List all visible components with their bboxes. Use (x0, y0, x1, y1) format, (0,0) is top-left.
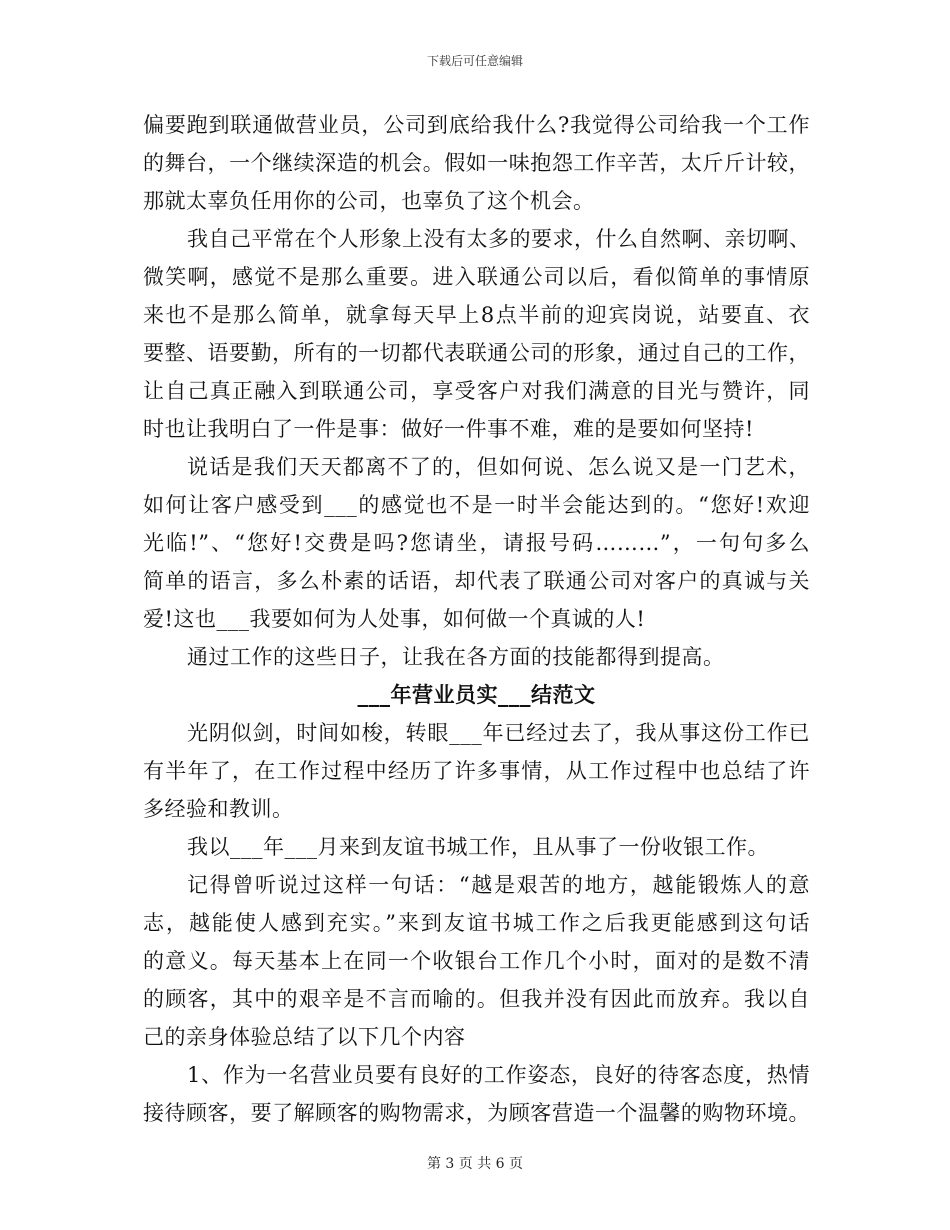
text-line: 光临!”、“您好!交费是吗?您请坐，请报号码………”，一句句多么 (143, 531, 810, 555)
text-line: 简单的语言，多么朴素的话语，却代表了联通公司对客户的真诚与关 (143, 569, 810, 593)
text-line: 我以___年___月来到友谊书城工作，且从事了一份收银工作。 (187, 835, 769, 859)
text-line: 1、作为一名营业员要有良好的工作姿态，良好的待客态度，热情 (187, 1063, 810, 1087)
text-line: 那就太辜负任用你的公司，也辜负了这个机会。 (143, 189, 595, 213)
text-line: 己的亲身体验总结了以下几个内容 (143, 1025, 466, 1049)
page-header: 下载后可任意编辑 (426, 54, 523, 68)
document-body (143, 106, 810, 1132)
text-line: 微笑啊，感觉不是那么重要。进入联通公司以后，看似简单的事情原 (143, 265, 810, 289)
text-line: 来也不是那么简单，就拿每天早上8点半前的迎宾岗说，站要直、衣 (143, 303, 810, 327)
text-line: 志，越能使人感到充实。”来到友谊书城工作之后我更能感到这句话 (143, 911, 810, 935)
text-line: 的舞台，一个继续深造的机会。假如一味抱怨工作辛苦，太斤斤计较， (143, 151, 810, 175)
text-line: 偏要跑到联通做营业员，公司到底给我什么?我觉得公司给我一个工作 (143, 113, 810, 137)
text-line: 的意义。每天基本上在同一个收银台工作几个小时，面对的是数不清 (143, 949, 810, 973)
text-line: 的顾客，其中的艰辛是不言而喻的。但我并没有因此而放弃。我以自 (143, 987, 810, 1011)
text-line: 如何让客户感受到___的感觉也不是一时半会能达到的。“您好!欢迎 (143, 493, 810, 517)
text-line: 爱!这也___我要如何为人处事，如何做一个真诚的人! (143, 607, 646, 631)
text-line: 让自己真正融入到联通公司，享受客户对我们满意的目光与赞许，同 (143, 379, 810, 403)
text-line: 说话是我们天天都离不了的，但如何说、怎么说又是一门艺术， (187, 455, 810, 479)
text-line: 光阴似剑，时间如梭，转眼___年已经过去了，我从事这份工作已 (187, 721, 810, 745)
text-line: 我自己平常在个人形象上没有太多的要求，什么自然啊、亲切啊、 (187, 227, 810, 251)
text-line: 多经验和教训。 (143, 797, 294, 821)
text-line: 时也让我明白了一件是事：做好一件事不难，难的是要如何坚持! (143, 417, 754, 441)
text-line: 要整、语要勤，所有的一切都代表联通公司的形象，通过自己的工作， (143, 341, 810, 365)
text-line: 记得曾听说过这样一句话：“越是艰苦的地方，越能锻炼人的意 (187, 873, 810, 897)
text-line: 有半年了，在工作过程中经历了许多事情，从工作过程中也总结了许 (143, 759, 810, 783)
section-title: ___年营业员实___结范文 (357, 682, 596, 707)
page-footer: 第 3 页 共 6 页 (426, 1156, 524, 1172)
text-line: 接待顾客，要了解顾客的购物需求，为顾客营造一个温馨的购物环境。 (143, 1101, 810, 1125)
text-line: 通过工作的这些日子，让我在各方面的技能都得到提高。 (187, 645, 725, 669)
